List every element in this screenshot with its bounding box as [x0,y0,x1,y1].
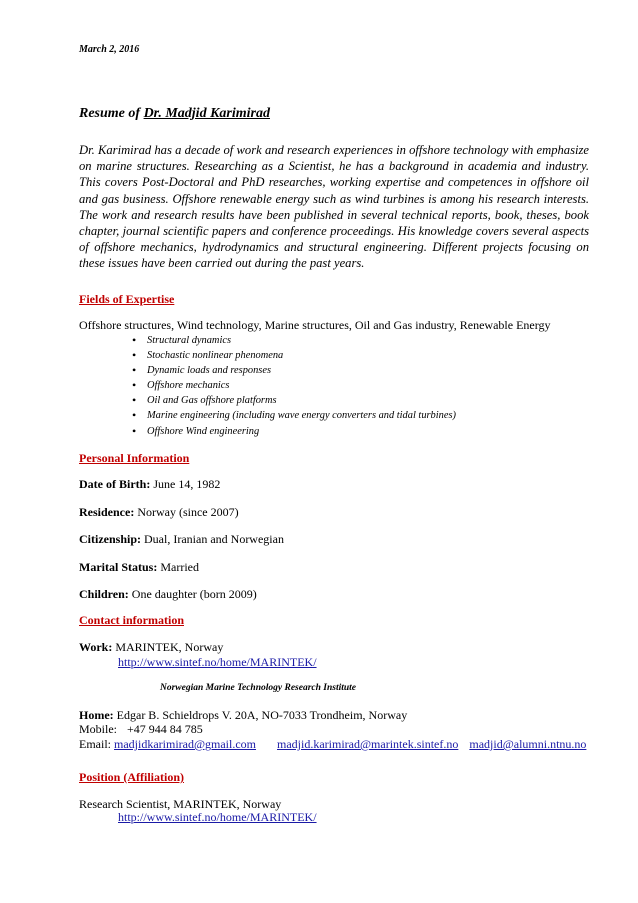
home-row [79,708,407,723]
residence-label: Residence: [79,505,135,519]
work-url-row [118,655,317,670]
work-url-link[interactable]: http://www.sintef.no/home/MARINTEK/ [118,655,317,669]
document-title [79,106,270,122]
email-row [79,737,586,752]
title-prefix: Resume of [79,106,144,121]
list-item: • Marine engineering (including wave energy converters and tidal turbines) [132,408,456,423]
document-date: March 2, 2016 [79,44,140,55]
mobile-row [79,722,203,737]
home-value: Edgar B. Schieldrops V. 20A, NO-7033 Trondheim, Norway [113,708,408,722]
mobile-label: Mobile: [79,722,117,736]
expertise-summary: Offshore structures, Wind technology, Marine structures, Oil and Gas industry, Renewable Energy [79,318,551,332]
citizenship-label: Citizenship: [79,532,142,546]
position-url-row [118,810,317,825]
work-row [79,640,223,655]
marital-row [79,560,199,575]
title-name: Dr. Madjid Karimirad [143,106,270,121]
intro-paragraph: Dr. Karimirad has a decade of work and research experiences in offshore technology with emphasize on marine structures. Researching as a Scientist, he has a background in academia and industry. This covers Post-Doctoral and PhD researches, working expertise and competences in offshore oil and gas business. Offshore renewable energy such as wind turbines is among his research interests. The work and research results have been published in several technical reports, book, theses, book chapter, journal scientific papers and conference proceedings. His knowledge covers several aspects of offshore mechanics, hydrodynamics and structural engineering. Different projects focusing on these issues have been carried out during the past years. [79,143,589,271]
residence-value: Norway (since 2007) [134,505,239,519]
position-heading: Position (Affiliation) [79,770,184,784]
email-link-ntnu[interactable]: madjid@alumni.ntnu.no [469,737,587,751]
mobile-value: +47 944 84 785 [127,722,203,736]
home-label: Home: [79,708,114,722]
list-item: • Oil and Gas offshore platforms [132,393,456,408]
institute-name: Norwegian Marine Technology Research Institute [160,683,357,693]
work-label: Work: [79,640,113,654]
position-text: Research Scientist, MARINTEK, Norway [79,797,282,811]
list-item: • Dynamic loads and responses [132,363,456,378]
email-link-marintek[interactable]: madjid.karimirad@marintek.sintef.no [277,737,459,751]
dob-label: Date of Birth: [79,477,151,491]
list-item: • Offshore Wind engineering [132,424,456,439]
email-link-gmail[interactable]: madjidkarimirad@gmail.com [114,737,257,751]
expertise-list [132,333,456,439]
children-value: One daughter (born 2009) [128,587,257,601]
expertise-heading: Fields of Expertise [79,292,175,306]
work-value: MARINTEK, Norway [112,640,224,654]
residence-row [79,505,239,520]
dob-row [79,477,220,492]
citizenship-value: Dual, Iranian and Norwegian [141,532,284,546]
email-label: Email: [79,737,111,751]
list-item: • Stochastic nonlinear phenomena [132,348,456,363]
children-row [79,587,257,602]
marital-label: Marital Status: [79,560,158,574]
children-label: Children: [79,587,129,601]
position-url-link[interactable]: http://www.sintef.no/home/MARINTEK/ [118,810,317,824]
list-item: • Structural dynamics [132,333,456,348]
list-item: • Offshore mechanics [132,378,456,393]
marital-value: Married [157,560,199,574]
contact-heading: Contact information [79,613,184,627]
citizenship-row [79,532,284,547]
dob-value: June 14, 1982 [150,477,221,491]
personal-heading: Personal Information [79,451,190,465]
